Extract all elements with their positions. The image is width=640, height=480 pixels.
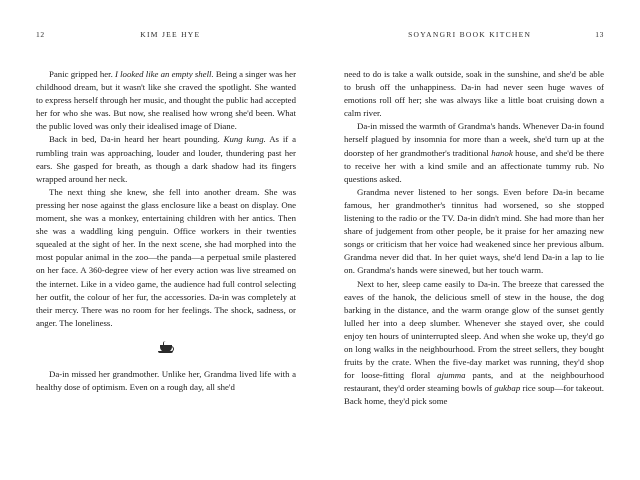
paragraph: Back in bed, Da-in heard her heart pounding. Kung kung. As if a rumbling train was approaching, louder and louder, thundering past her ears. She gasped for breath, as though a dark shadow had its fingers wrapped around her neck. (36, 134, 296, 184)
paragraph: Panic gripped her. I looked like an empty shell. Being a singer was her childhood dream, but it wasn't like she craved the spotlight. She wanted to express herself through her music, and thought the public had accepted her for who she was. But now, she realised how wrong she'd been. What the public loved was only their idealised image of Diane. (36, 69, 297, 132)
paragraph: Da-in missed her grandmother. Unlike her, Grandma lived life with a healthy dose of optimism. Even on a rough day, all she'd (36, 368, 296, 392)
column-right (344, 68, 604, 408)
italic-run: gukbap (494, 383, 521, 394)
paragraph: Grandma never listened to her songs. Even before Da-in became famous, her grandmother's tinnitus had worsened, so she stopped listening to the radio or the TV. Da-in didn't mind. She had more than her share of judgement from other people, be it praise for her amazing new songs or criticism that her voice had weakened since her previous album. Grandma never did that. In her quiet ways, she'd lend Da-in a lap to lie on. Grandma's hands were sinewed, but her touch warm. (344, 186, 604, 276)
running-head-left (36, 30, 296, 39)
paragraph: Da-in missed the warmth of Grandma's hands. Whenever Da-in found herself plagued by insomnia for more than a week, she'd turn up at the doorstep of her grandmother's traditional hanok house, and she'd be there to receive her with a kind smile and an affectionate tummy rub. No questions asked. (344, 121, 604, 184)
italic-run: ajumma (437, 370, 466, 381)
paragraph: need to do is take a walk outside, soak in the sunshine, and she'd be able to brush off the unhappiness. Da-in had never seen huge waves of emotions roll off her; she was always like a little boat cruising down a calm river. (344, 69, 604, 119)
running-head-book-title: SOYANGRI BOOK KITCHEN (408, 30, 532, 39)
italic-run: Kung kung. (223, 134, 266, 145)
folio-right: 13 (595, 30, 604, 39)
italic-run: hanok (491, 147, 513, 158)
column-left (36, 68, 296, 408)
text-columns (36, 68, 604, 408)
folio-left: 12 (36, 30, 45, 39)
paragraph: The next thing she knew, she fell into another dream. She was pressing her nose against the glass enclosure like a beast on display. One moment, she was a monkey, entertaining children with her antics. Then she was a waddling king penguin. Office workers in their twenties squealed at the sight of her. In the next scene, she had morphed into the most popular animal in the zoo—the panda—a perpetual smile plastered on her face. A 360-degree view of her every action was live streamed on the internet. Like in a video game, the audience had full control selecting her outfit, the colour of her fur, the accessories. Da-in was completely at their mercy. There was no room for her feelings. The shock, sadness, or anger. The loneliness. (36, 186, 296, 328)
running-head-author: KIM JEE HYE (140, 30, 201, 39)
running-head (36, 30, 604, 42)
section-ornament (36, 341, 296, 358)
italic-run: I looked like an empty shell. (114, 69, 214, 79)
teacup-icon (157, 341, 175, 355)
paragraph: Next to her, sleep came easily to Da-in. The breeze that caressed the eaves of the hanok, the delicious smell of stew in the house, the dog barking in the distance, and the warm orange glow of the sunset gently lulled her into a deep slumber. Whenever she stayed over, she could enjoy ten hours of uninterrupted sleep. And when she woke up, they'd go on long walks in the neighbourhood. From the street sellers, they bought fruits by the crate. When the five-day market was running, they'd shop for loose-fitting floral ajumma pants, and at the neighbourhood restaurant, they'd order steaming bowls of gukbap rice soup—for takeout. Back home, they'd pick some (344, 278, 605, 407)
running-head-right (344, 30, 604, 39)
